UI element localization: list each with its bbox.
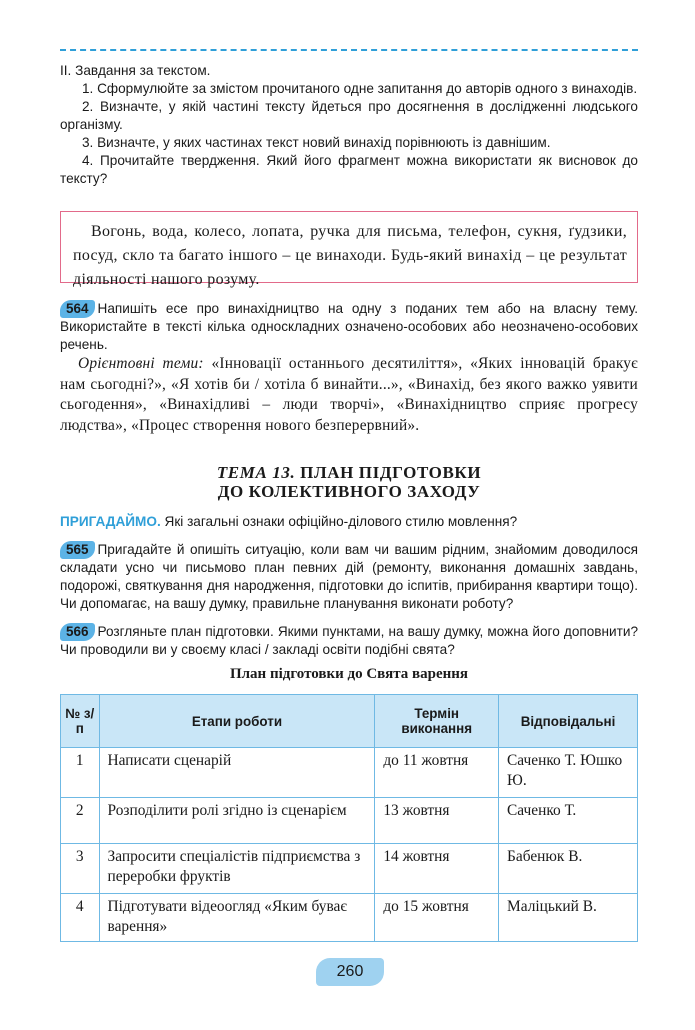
top-dashed-divider — [60, 49, 638, 51]
table-row — [61, 798, 638, 844]
header-deadline: Термін виконання — [375, 695, 499, 748]
table-row — [61, 844, 638, 894]
header-responsible: Відповідальні — [499, 695, 638, 748]
row-stage: Написати сценарій — [99, 748, 375, 798]
row-deadline: 14 жовтня — [375, 844, 499, 894]
text-tasks-section — [60, 62, 638, 188]
topics-label: Орієнтовні теми: — [78, 355, 204, 372]
task-item-2: 2. Визначте, у якій частині тексту йдеться про досягнення в дослідженні людського організму. — [60, 99, 638, 132]
exercise-number-badge: 564 — [60, 300, 95, 318]
table-row — [61, 748, 638, 798]
task-item-1: 1. Сформулюйте за змістом прочитаного одне запитання до авторів одного з винаходів. — [82, 81, 638, 96]
row-number: 2 — [61, 798, 100, 844]
exercise-number-badge: 565 — [60, 541, 95, 559]
topics-text: «Інновації останнього десятиліття», «Яких інновацій бракує нам сьогодні?», «Я хотів би / хотіла б винайти...», «Винахід, без якого важко уявити сьогодення», «Винахідливі – люди творчі», «Винахідництво сприяє прогресу людства», «Процес створення нового безперервний». — [60, 355, 638, 434]
theme-title — [60, 463, 638, 501]
recall-text: Які загальні ознаки офіційно-ділового стилю мовлення? — [164, 514, 518, 529]
exercise-566 — [60, 623, 638, 659]
exercise-566-text: Розгляньте план підготовки. Якими пунктами, на вашу думку, можна його доповнити? Чи проводили ви у своєму класі / закладі освіти подібні свята? — [60, 624, 638, 657]
table-row — [61, 894, 638, 942]
recall-keyword: ПРИГАДАЙМО. — [60, 514, 161, 529]
row-responsible: Саченко Т. — [499, 798, 638, 844]
row-deadline: 13 жовтня — [375, 798, 499, 844]
exercise-565 — [60, 541, 638, 613]
theme-prefix: ТЕМА 13. — [216, 463, 296, 482]
theme-title-line-2: ДО КОЛЕКТИВНОГО ЗАХОДУ — [217, 482, 481, 501]
row-responsible: Маліцький В. — [499, 894, 638, 942]
exercise-565-text: Пригадайте й опишіть ситуацію, коли вам чи вашим рідним, знайомим доводилося складати усно чи письмово план певних дій (ремонту, виконання домашніх завдань, подорожі, святкування дня народження, підготовки до іспитів, прибирання квартири тощо). Чи допомагає, на вашу думку, правильне планування виконати роботу? — [60, 542, 638, 611]
recall-prompt — [60, 513, 638, 531]
row-number: 3 — [61, 844, 100, 894]
row-number: 4 — [61, 894, 100, 942]
theme-title-line-1: ПЛАН ПІДГОТОВКИ — [300, 463, 482, 482]
statement-quote-text: Вогонь, вода, колесо, лопата, ручка для письма, телефон, сукня, ґудзики, посуд, скло та багато іншого – це винаходи. Будь-який винахід – це результат діяльності нашого розуму. — [73, 223, 627, 288]
row-number: 1 — [61, 748, 100, 798]
row-stage: Запросити спеціалістів підприємства з переробки фруктів — [99, 844, 375, 894]
page-number-badge: 260 — [316, 958, 384, 986]
row-stage: Підготувати відеоогляд «Яким буває варення» — [99, 894, 375, 942]
exercise-564-topics — [60, 354, 638, 436]
header-stages: Етапи роботи — [99, 695, 375, 748]
row-stage: Розподілити ролі згідно із сценарієм — [99, 798, 375, 844]
row-deadline: до 11 жовтня — [375, 748, 499, 798]
row-responsible: Саченко Т. Юшко Ю. — [499, 748, 638, 798]
exercise-564-text: Напишіть есе про винахідництво на одну з поданих тем або на власну тему. Використайте в тексті кілька односкладних означено-особових або неозначено-особових речень. — [60, 301, 638, 352]
exercise-564 — [60, 300, 638, 354]
header-number: № з/п — [61, 695, 100, 748]
preparation-plan-table — [60, 694, 638, 942]
row-deadline: до 15 жовтня — [375, 894, 499, 942]
row-responsible: Бабенюк В. — [499, 844, 638, 894]
tasks-heading: II. Завдання за текстом. — [60, 63, 211, 78]
statement-quote-box — [60, 211, 638, 288]
exercise-number-badge: 566 — [60, 623, 95, 641]
plan-table-title: План підготовки до Свята варення — [229, 666, 469, 682]
table-header-row — [61, 695, 638, 748]
task-item-3: 3. Визначте, у яких частинах текст новий винахід порівнюють із давнішим. — [82, 135, 551, 150]
task-item-4: 4. Прочитайте твердження. Який його фрагмент можна використати як висновок до тексту? — [60, 153, 638, 186]
